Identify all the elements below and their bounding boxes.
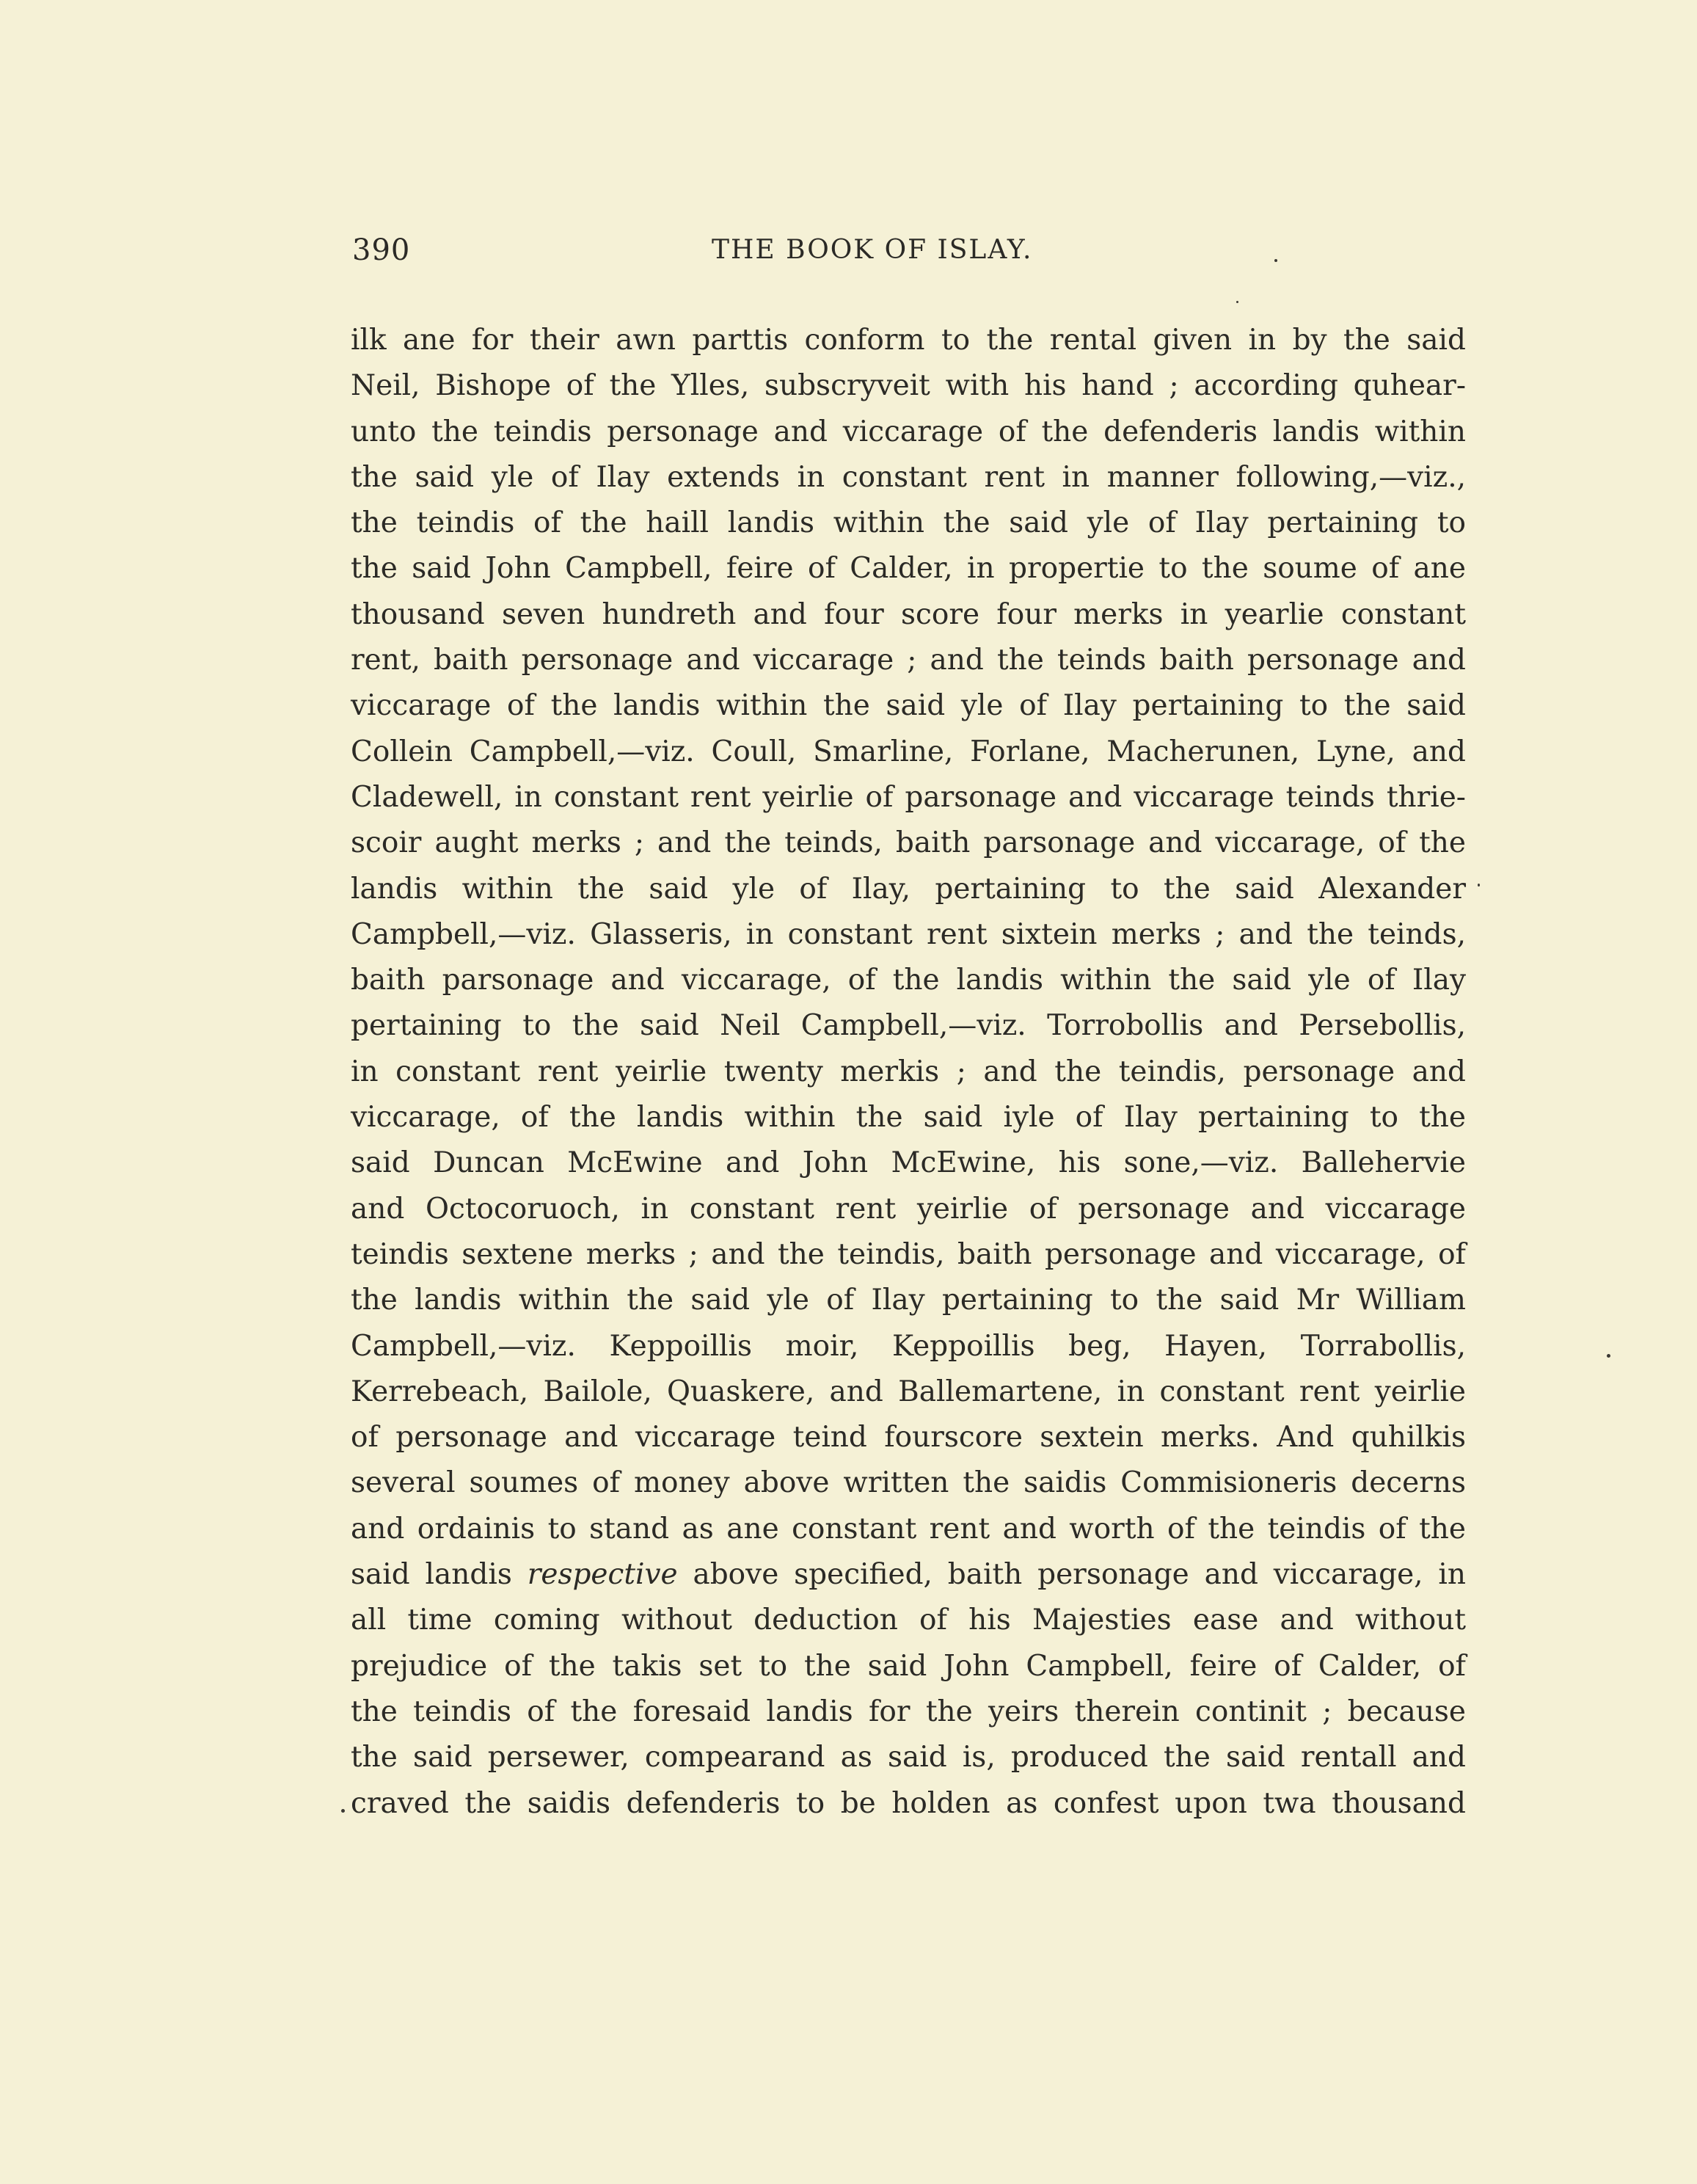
text-line: said Duncan McEwine and John McEwine, his sone,—viz. Ballehervie: [351, 1146, 1466, 1180]
text-line: thousand seven hundreth and four score four merks in yearlie constant: [351, 597, 1466, 631]
text-line: Campbell,—viz. Keppoillis moir, Keppoillis beg, Hayen, Torrabollis,: [351, 1329, 1466, 1363]
page-header: [352, 233, 1460, 277]
text-line: Campbell,—viz. Glasseris, in constant rent sixtein merks ; and the teinds,: [351, 917, 1466, 951]
body-text: [351, 318, 1466, 1827]
text-line: the landis within the said yle of Ilay pertaining to the said Mr William: [351, 1284, 1466, 1317]
text-line: unto the teindis personage and viccarage of the defenderis landis within: [351, 415, 1466, 448]
print-speck: [1478, 884, 1480, 887]
text-line: pertaining to the said Neil Campbell,—viz. Torrobollis and Persebollis,: [351, 1009, 1466, 1043]
print-speck: [341, 1809, 345, 1813]
text-line: the teindis of the haill landis within the said yle of Ilay pertaining to: [351, 506, 1466, 540]
text-line: Kerrebeach, Bailole, Quaskere, and Ballemartene, in constant rent yeirlie: [351, 1375, 1466, 1408]
text-line: the said yle of Ilay extends in constant rent in manner following,—viz.,: [351, 460, 1466, 494]
text-line: teindis sextene merks ; and the teindis, baith personage and viccarage, of: [351, 1237, 1466, 1271]
text-line: Collein Campbell,—viz. Coull, Smarline, Forlane, Macherunen, Lyne, and: [351, 735, 1466, 768]
text-line: scoir aught merks ; and the teinds, baith parsonage and viccarage, of the: [351, 826, 1466, 860]
text-line: and ordainis to stand as ane constant rent and worth of the teindis of the: [351, 1512, 1466, 1546]
line-end: above specified, baith personage and viccarage, in: [693, 1558, 1466, 1592]
text-line: Cladewell, in constant rent yeirlie of parsonage and viccarage teinds thrie-: [351, 780, 1466, 814]
text-line: viccarage, of the landis within the said iyle of Ilay pertaining to the: [351, 1101, 1466, 1135]
page-number: 390: [352, 233, 411, 267]
text-line: several soumes of money above written the saidis Commisioneris decerns: [351, 1466, 1466, 1500]
text-line: prejudice of the takis set to the said John Campbell, feire of Calder, of: [351, 1649, 1466, 1683]
text-line: viccarage of the landis within the said yle of Ilay pertaining to the said: [351, 689, 1466, 723]
print-speck: [1274, 259, 1277, 262]
text-line-with-italic: [351, 1552, 1466, 1598]
text-line: baith parsonage and viccarage, of the landis within the said yle of Ilay: [351, 964, 1466, 997]
text-line: of personage and viccarage teind fourscore sextein merks. And quhilkis: [351, 1421, 1466, 1455]
text-line: ilk ane for their awn parttis conform to the rental given in by the said: [351, 324, 1466, 357]
print-speck: [1236, 301, 1238, 303]
text-line: the teindis of the foresaid landis for the yeirs therein continit ; because: [351, 1695, 1466, 1728]
line-start: said landis: [351, 1558, 512, 1592]
text-line: craved the saidis defenderis to be holden as confest upon twa thousand: [351, 1786, 1466, 1820]
text-line: all time coming without deduction of his Majesties ease and without: [351, 1604, 1466, 1637]
print-speck: [1607, 1354, 1610, 1358]
text-line: the said persewer, compearand as said is, produced the said rentall and: [351, 1741, 1466, 1774]
text-line: landis within the said yle of Ilay, pertaining to the said Alexander: [351, 872, 1466, 906]
italic-word: respective: [527, 1558, 678, 1592]
text-line: and Octocoruoch, in constant rent yeirlie of personage and viccarage: [351, 1192, 1466, 1226]
text-line: Neil, Bishope of the Ylles, subscryveit with his hand ; according quhear-: [351, 369, 1466, 403]
text-line: in constant rent yeirlie twenty merkis ; and the teindis, personage and: [351, 1055, 1466, 1088]
text-line: rent, baith personage and viccarage ; and the teinds baith personage and: [351, 644, 1466, 677]
text-line: the said John Campbell, feire of Calder, in propertie to the soume of ane: [351, 552, 1466, 586]
running-head: THE BOOK OF ISLAY.: [712, 235, 1033, 265]
